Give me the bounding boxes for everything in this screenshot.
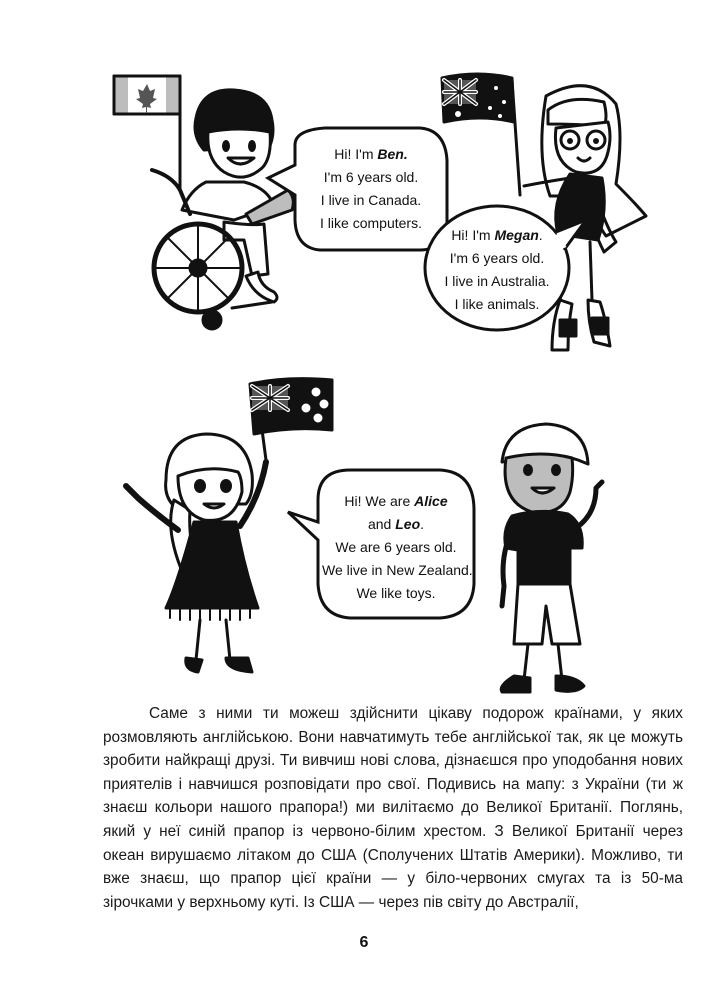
ben-line-likes: I like computers. bbox=[320, 215, 422, 231]
megan-greeting-line bbox=[430, 224, 564, 247]
alice-leo-line-age: We are 6 years old. bbox=[335, 539, 457, 555]
ben-name: Ben. bbox=[377, 146, 408, 162]
new-zealand-flag-icon bbox=[250, 379, 332, 434]
body-paragraph: Саме з ними ти можеш здійснити цікаву подорож країнами, у яких розмовляють англійською. Вони навчатимуть тебе англійської так, як це можуть зробити найкращі друзі. Ти вивчиш нові слова, дізнаєшся про уподобання нових приятелів і навчишся розповідати про свої. Подивись на мапу: з України (ти ж знаєш кольори нашого прапора!) ми вилітаємо до Великої Британії. Поглянь, який у неї синій прапор із червоно-білим хрестом. З Великої Британії через океан вирушаємо літаком до США (Сполучених Штатів Америки). Можливо, ти вже знаєш, що прапор цієї країни — у біло-червоних смугах та із 50-ма зірочками у верхньому куті. Із США — через пів світу до Австралії, bbox=[103, 705, 683, 911]
alice-leo-and: and bbox=[367, 516, 396, 532]
leo-name: Leo bbox=[395, 516, 421, 532]
megan-line-likes: I like animals. bbox=[454, 296, 540, 312]
leo-name-suffix: . bbox=[420, 516, 425, 532]
alice-leo-line-country: We live in New Zealand. bbox=[322, 562, 473, 578]
megan-greeting: Hi! I'm bbox=[451, 227, 495, 243]
megan-line-country: I live in Australia. bbox=[444, 273, 550, 289]
ben-line-age: I'm 6 years old. bbox=[323, 169, 419, 185]
alice-leo-greeting-line bbox=[322, 490, 470, 513]
canada-flag-icon bbox=[114, 76, 180, 114]
megan-name: Megan bbox=[494, 227, 539, 243]
alice-name: Alice bbox=[414, 493, 448, 509]
megan-name-suffix: . bbox=[538, 227, 543, 243]
megan-bubble-text bbox=[430, 224, 564, 316]
body-text bbox=[103, 702, 683, 914]
ben-bubble-text bbox=[300, 143, 442, 235]
australia-flag-icon bbox=[442, 74, 514, 122]
alice-leo-greeting: Hi! We are bbox=[344, 493, 415, 509]
alice-leo-and-line bbox=[322, 513, 470, 536]
ben-line-country: I live in Canada. bbox=[320, 192, 422, 208]
page-number: 6 bbox=[359, 934, 369, 951]
megan-line-age: I'm 6 years old. bbox=[449, 250, 545, 266]
alice-leo-bubble-text bbox=[322, 490, 473, 605]
ben-greeting: Hi! I'm bbox=[334, 146, 378, 162]
alice-leo-line-likes: We like toys. bbox=[356, 585, 436, 601]
ben-greeting-line bbox=[300, 143, 442, 166]
ben-figure bbox=[114, 76, 293, 329]
leo-figure bbox=[501, 424, 602, 692]
